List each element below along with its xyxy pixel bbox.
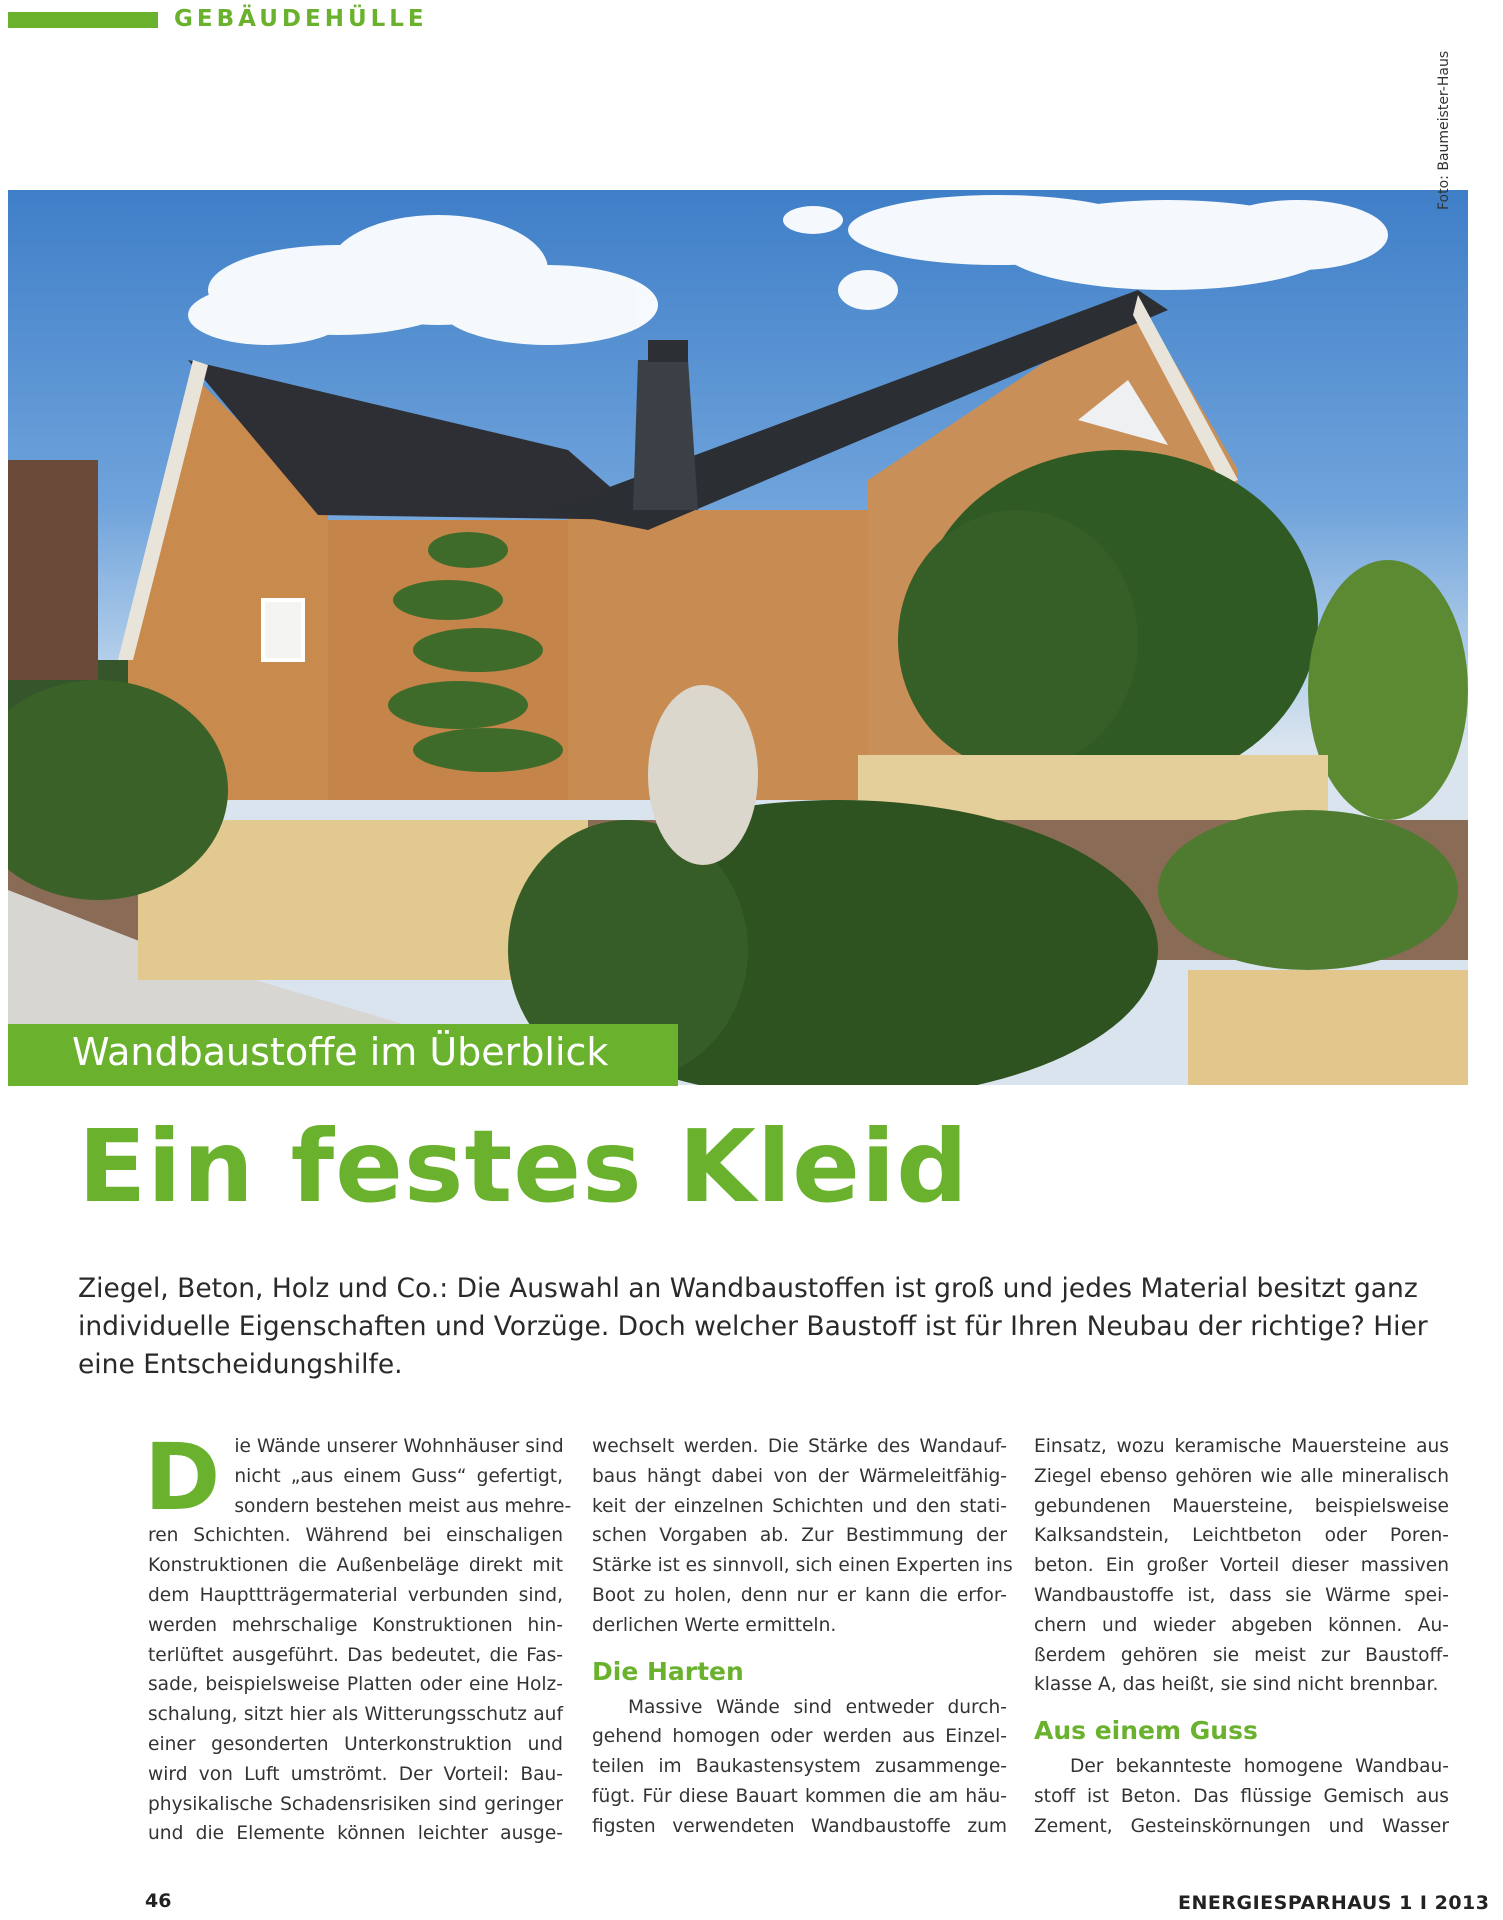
house-photo xyxy=(8,190,1468,1085)
text-line: Zement, Gesteinskörnungen und Wasser xyxy=(1034,1815,1449,1837)
text-line: fügt. Für diese Bauart kommen die am häu- xyxy=(592,1785,1007,1807)
text-line: sondern bestehen meist aus mehre- xyxy=(234,1495,572,1517)
text-line: Ziegel ebenso gehören wie alle mineralisch xyxy=(1034,1465,1449,1487)
text-line: baus hängt dabei von der Wärmeleitfähig- xyxy=(592,1465,1007,1487)
intro-paragraph xyxy=(78,1270,1448,1384)
headline: Ein festes Kleid xyxy=(78,1108,969,1225)
text-line: dem Haupttträgermaterial verbunden sind, xyxy=(148,1584,563,1606)
text-line: werden mehrschalige Konstruktionen hin- xyxy=(148,1614,563,1636)
text-line: chern und wieder abgeben können. Au- xyxy=(1034,1614,1449,1636)
section-color-bar xyxy=(8,12,158,28)
house-illustration xyxy=(8,190,1468,1085)
intro-line: eine Entscheidungshilfe. xyxy=(78,1349,403,1380)
text-line: gehend homogen oder werden aus Einzel- xyxy=(592,1726,1007,1748)
text-line: wird von Luft umströmt. Der Vorteil: Bau- xyxy=(148,1763,563,1785)
text-line: sade, beispielsweise Platten oder eine Holz- xyxy=(148,1674,563,1696)
text-line: schen Vorgaben ab. Zur Bestimmung der xyxy=(592,1525,1007,1547)
text-line: gebundenen Mauersteine, beispielsweise xyxy=(1034,1495,1449,1517)
text-line: ren Schichten. Während bei einschaligen xyxy=(148,1525,563,1547)
text-line: ie Wände unserer Wohnhäuser sind xyxy=(234,1436,564,1457)
text-line: wechselt werden. Die Stärke des Wandauf- xyxy=(592,1436,1007,1457)
text-line: terlüftet ausgeführt. Das bedeutet, die Fas- xyxy=(148,1644,563,1666)
text-line: nicht „aus einem Guss“ gefertigt, xyxy=(234,1465,563,1487)
column-3 xyxy=(1034,1432,1449,1842)
subhead-aus-einem-guss: Aus einem Guss xyxy=(1034,1716,1258,1746)
intro-line: Ziegel, Beton, Holz und Co.: Die Auswahl an Wandbaustoffen ist groß und jedes Material besitzt ganz xyxy=(78,1273,1418,1304)
section-label: GEBÄUDEHÜLLE xyxy=(174,6,428,32)
column-1 xyxy=(144,1424,572,1849)
text-line: schalung, sitzt hier als Witterungsschutz auf xyxy=(148,1704,563,1726)
text-line: Massive Wände sind entweder durch- xyxy=(628,1696,1007,1718)
text-line: einer gesonderten Unterkonstruktion und xyxy=(148,1733,563,1755)
page-number: 46 xyxy=(145,1890,172,1912)
text-line: beton. Ein großer Vorteil dieser massiven xyxy=(1034,1555,1449,1577)
text-line: klasse A, das heißt, sie sind nicht brennbar. xyxy=(1034,1674,1439,1696)
text-line: stoff ist Beton. Das flüssige Gemisch aus xyxy=(1034,1785,1449,1807)
text-line: keit der einzelnen Schichten und den stati- xyxy=(592,1495,1007,1517)
text-line: teilen im Baukastensystem zusammenge- xyxy=(592,1756,1007,1778)
text-line: Boot zu holen, denn nur er kann die erfor- xyxy=(592,1584,1007,1606)
text-line: derlichen Werte ermitteln. xyxy=(592,1614,837,1636)
magazine-issue: ENERGIESPARHAUS 1 I 2013 xyxy=(1178,1892,1490,1914)
column-2 xyxy=(592,1432,1013,1842)
subhead-die-harten: Die Harten xyxy=(592,1656,744,1686)
text-line: Der bekannteste homogene Wandbau- xyxy=(1070,1756,1449,1778)
dropcap: D xyxy=(144,1424,221,1531)
text-line: Stärke ist es sinnvoll, sich einen Experten ins xyxy=(592,1555,1013,1577)
text-line: figsten verwendeten Wandbaustoffe zum xyxy=(592,1815,1007,1837)
text-line: Kalksandstein, Leichtbeton oder Poren- xyxy=(1034,1525,1449,1547)
photo-credit: Foto: Baumeister-Haus xyxy=(1436,50,1452,210)
text-line: Konstruktionen die Außenbeläge direkt mit xyxy=(148,1555,563,1577)
text-line: physikalische Schadensrisiken sind geringer xyxy=(148,1793,563,1815)
intro-line: individuelle Eigenschaften und Vorzüge. Doch welcher Baustoff ist für Ihren Neubau der richtige? Hier xyxy=(78,1311,1428,1342)
kicker-text: Wandbaustoffe im Überblick xyxy=(72,1030,609,1074)
text-line: Wandbaustoffe ist, dass sie Wärme spei- xyxy=(1034,1584,1449,1606)
text-line: ßerdem gehören sie meist zur Baustoff- xyxy=(1034,1644,1449,1666)
text-line: und die Elemente können leichter ausge- xyxy=(148,1823,563,1845)
text-line: Einsatz, wozu keramische Mauersteine aus xyxy=(1034,1436,1449,1457)
